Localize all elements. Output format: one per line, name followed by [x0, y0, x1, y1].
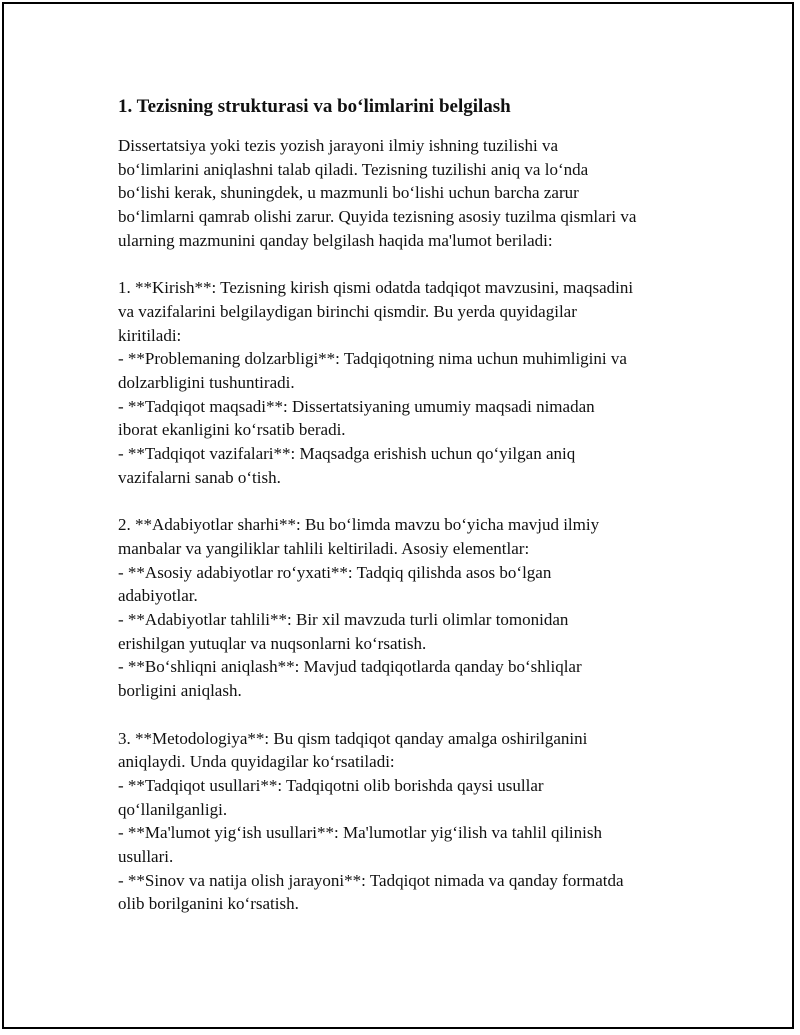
- paragraph-gap: [118, 490, 698, 514]
- intro-paragraph: Dissertatsiya yoki tezis yozish jarayoni ilmiy ishning tuzilishi va bo‘limlarini aniqlashni talab qiladi. Tezisning tuzilishi aniq va lo‘nda bo‘lishi kerak, shuningdek, u mazmunli bo‘lishi uchun barcha zarur bo‘limlarni qamrab olishi zarur. Quyida tezisning asosiy tuzilma qismlari va ularning mazmunini qanday belgilash haqida ma'lumot beriladi:: [118, 136, 637, 250]
- paragraph-gap: [118, 703, 698, 727]
- paragraph-gap: [118, 253, 698, 277]
- document-body: [118, 94, 698, 916]
- section-heading: 1. Tezisning strukturasi va bo‘limlarini belgilash: [118, 96, 511, 117]
- section-kirish: 1. **Kirish**: Tezisning kirish qismi odatda tadqiqot mavzusini, maqsadini va vazifalarini belgilaydigan birinchi qismdir. Bu yerda quyidagilar kiritiladi: - **Problemaning dolzarbligi**: Tadqiqotning nima uchun muhimligini va dolzarbligini tushuntiradi. - **Tadqiqot maqsadi**: Dissertatsiyaning umumiy maqsadi nimadan iborat ekanligini ko‘rsatib beradi. - **Tadqiqot vazifalari**: Maqsadga erishish uchun qo‘yilgan aniq vazifalarni sanab o‘tish.: [118, 278, 634, 487]
- section-adabiyotlar: 2. **Adabiyotlar sharhi**: Bu bo‘limda mavzu bo‘yicha mavjud ilmiy manbalar va yangiliklar tahlili keltiriladi. Asosiy elementlar: - **Asosiy adabiyotlar ro‘yxati**: Tadqiq qilishda asos bo‘lgan adabiyotlar. - **Adabiyotlar tahlili**: Bir xil mavzuda turli olimlar tomonidan erishilgan yutuqlar va nuqsonlarni ko‘rsatish. - **Bo‘shliqni aniqlash**: Mavjud tadqiqotlarda qanday bo‘shliqlar borligini aniqlash.: [118, 515, 600, 701]
- section-metodologiya: 3. **Metodologiya**: Bu qism tadqiqot qanday amalga oshirilganini aniqlaydi. Unda quyidagilar ko‘rsatiladi: - **Tadqiqot usullari**: Tadqiqotni olib borishda qaysi usullar qo‘llanilganligi. - **Ma'lumot yig‘ish usullari**: Ma'lumotlar yig‘ilish va tahlil qilinish usullari. - **Sinov va natija olish jarayoni**: Tadqiqot nimada va qanday formatda olib borilganini ko‘rsatish.: [118, 728, 624, 914]
